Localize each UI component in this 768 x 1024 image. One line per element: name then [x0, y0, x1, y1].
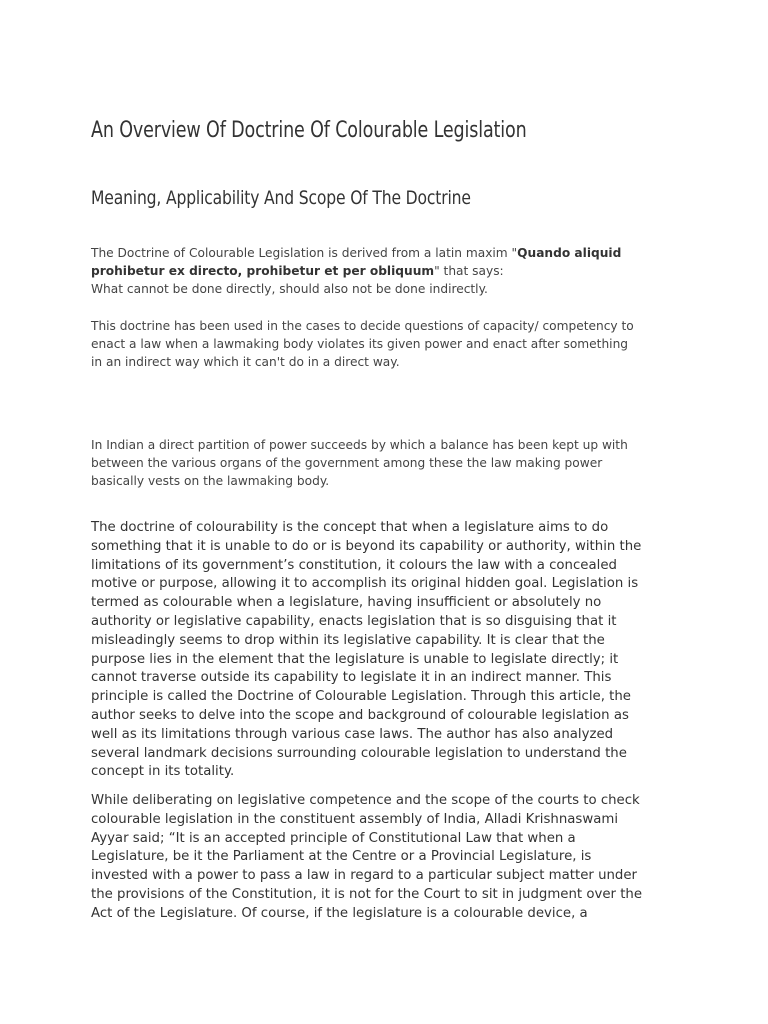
paragraph-line: principle is called the Doctrine of Colourable Legislation. Through this article, the — [91, 689, 631, 705]
page-title: An Overview Of Doctrine Of Colourable Legislation — [91, 117, 527, 143]
paragraph-line: Act of the Legislature. Of course, if the legislature is a colourable device, a — [91, 905, 588, 921]
paragraph-line: This doctrine has been used in the cases to decide questions of capacity/ competency to — [91, 319, 634, 333]
paragraph-line: concept in its totality. — [91, 764, 235, 780]
paragraph-line: colourable legislation in the constituent assembly of India, Alladi Krishnaswami — [91, 811, 619, 827]
paragraph-line: motive or purpose, allowing it to accomplish its original hidden goal. Legislation is — [91, 576, 639, 592]
paragraph-line: While deliberating on legislative competence and the scope of the courts to check — [91, 793, 640, 808]
paragraph-line: purpose lies in the element that the legislature is unable to legislate directly; it — [91, 651, 619, 667]
section-subtitle: Meaning, Applicability And Scope Of The Doctrine — [91, 187, 471, 209]
paragraph-line: authority or legislative capability, enacts legislation that is so disguising that it — [91, 613, 617, 629]
paragraph-line: between the various organs of the government among these the law making power — [91, 456, 603, 470]
paragraph-line: In Indian a direct partition of power succeeds by which a balance has been kept up with — [91, 438, 628, 452]
maxim-text: Quando aliquid — [517, 246, 622, 260]
paragraph-line: The doctrine of colourability is the concept that when a legislature aims to do — [91, 520, 609, 535]
paragraph-line: something that it is unable to do or is beyond its capability or authority, within the — [91, 538, 642, 554]
paragraph-line: cannot traverse outside its capability to legislate it in an indirect manner. This — [91, 670, 612, 686]
paragraph-doctrine-use — [91, 317, 691, 371]
maxim-text: prohibetur ex directo, prohibetur et per obliquum — [91, 264, 435, 278]
paragraph-line: several landmark decisions surrounding colourable legislation to understand the — [91, 745, 627, 761]
paragraph-line: misleadingly seems to drop within its legislative capability. It is clear that the — [91, 632, 605, 648]
paragraph-line: termed as colourable when a legislature, having insufficient or absolutely no — [91, 595, 602, 611]
paragraph-indian-partition — [91, 436, 691, 490]
paragraph-line: The Doctrine of Colourable Legislation is derived from a latin maxim "Quando aliquid — [91, 246, 622, 260]
paragraph-line: Legislature, be it the Parliament at the Centre or a Provincial Legislature, is — [91, 849, 592, 865]
paragraph-line: enact a law when a lawmaking body violates its given power and enact after something — [91, 337, 629, 351]
paragraph-line: the provisions of the Constitution, it is not for the Court to sit in judgment over the — [91, 886, 643, 902]
paragraph-maxim — [91, 244, 691, 298]
paragraph-line: author seeks to delve into the scope and background of colourable legislation as — [91, 707, 629, 723]
paragraph-line: limitations of its government’s constitution, it colours the law with a concealed — [91, 557, 617, 573]
paragraph-line: What cannot be done directly, should also not be done indirectly. — [91, 282, 488, 296]
paragraph-line: well as its limitations through various case laws. The author has also analyzed — [91, 726, 614, 742]
paragraph-line: prohibetur ex directo, prohibetur et per obliquum" that says: — [91, 264, 504, 278]
paragraph-constituent-assembly — [91, 792, 691, 924]
paragraph-line: basically vests on the lawmaking body. — [91, 474, 330, 488]
paragraph-line: in an indirect way which it can't do in a direct way. — [91, 355, 400, 369]
paragraph-line: invested with a power to pass a law in regard to a particular subject matter under — [91, 868, 638, 884]
paragraph-line: Ayyar said; “It is an accepted principle of Constitutional Law that when a — [91, 830, 576, 846]
paragraph-colourability — [91, 519, 691, 782]
